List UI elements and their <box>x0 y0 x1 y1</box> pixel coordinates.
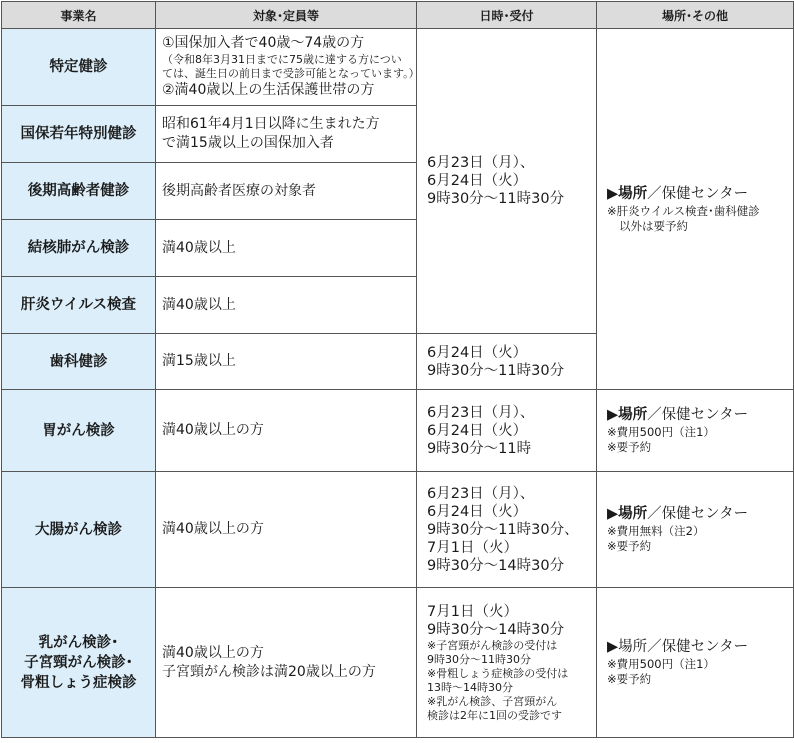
place-line <box>607 406 793 425</box>
table-row <box>2 472 794 588</box>
header-name: 事業名 <box>2 2 156 29</box>
row-target-igan: 満40歳以上の方 <box>156 390 417 472</box>
row-target-kanen: 満40歳以上 <box>156 277 417 334</box>
date-note: ※乳がん検診、子宮頸がん <box>427 694 558 708</box>
date-note: ※子宮頸がん検診の受付は <box>427 638 558 652</box>
row-target-kokuho <box>156 106 417 163</box>
place-label: ▶場所 <box>607 506 648 522</box>
target-line: 満40歳以上の方 <box>162 644 264 661</box>
place-note: ※要予約 <box>607 440 652 454</box>
header-place: 場所･その他 <box>597 2 794 29</box>
date-line: 6月24日（火） <box>427 173 528 189</box>
place-line <box>607 505 793 524</box>
date-line: 7月1日（火） <box>427 539 518 556</box>
row-place-nyugan <box>597 588 794 738</box>
date-line: 6月24日（火） <box>427 344 528 361</box>
place-label: ▶場所 <box>607 407 648 423</box>
health-checkup-table <box>1 1 794 738</box>
target-line: 昭和61年4月1日以降に生まれた方 <box>162 116 380 132</box>
row-name-tokutei: 特定健診 <box>2 29 156 106</box>
date-line: 9時30分～11時30分、 <box>427 521 579 538</box>
row-date-igan <box>417 390 597 472</box>
row-target-shika: 満15歳以上 <box>156 334 417 390</box>
date-line: 6月23日（月）、 <box>427 404 535 421</box>
date-line: 6月23日（月）、 <box>427 155 535 171</box>
row-place-daicho <box>597 472 794 588</box>
date-line: 6月23日（月）、 <box>427 485 535 502</box>
target-note: ては、誕生日の前日まで受診可能となっています。） <box>162 67 420 80</box>
date-line: 9時30分～14時30分 <box>427 621 565 638</box>
name-line: 乳がん検診･ <box>38 634 119 651</box>
header-row <box>2 2 794 29</box>
row-date-nyugan <box>417 588 597 738</box>
place-note: 以外は要予約 <box>619 218 688 233</box>
date-line: 6月24日（火） <box>427 422 528 439</box>
header-date: 日時･受付 <box>417 2 597 29</box>
date-line: 7月1日（火） <box>427 603 518 620</box>
row-name-igan: 胃がん検診 <box>2 390 156 472</box>
row-name-kanen: 肝炎ウイルス検査 <box>2 277 156 334</box>
place-note: ※費用500円（注1） <box>607 657 715 671</box>
table-row <box>2 390 794 472</box>
target-note: （令和8年3月31日までに75歳に達する方につい <box>162 53 402 66</box>
header-target: 対象･定員等 <box>156 2 417 29</box>
date-note: 13時～14時30分 <box>427 680 513 694</box>
name-line: 子宮頸がん検診･ <box>24 654 133 671</box>
target-line: ②満40歳以上の生活保護世帯の方 <box>162 82 375 98</box>
row-target-daicho: 満40歳以上の方 <box>156 472 417 588</box>
table-row <box>2 588 794 738</box>
date-note: 9時30分～11時30分 <box>427 652 531 666</box>
place-line <box>607 185 793 204</box>
row-target-kouki: 後期高齢者医療の対象者 <box>156 163 417 220</box>
row-date-daicho <box>417 472 597 588</box>
row-name-kokuho: 国保若年特別健診 <box>2 106 156 163</box>
date-note: 検診は2年に1回の受診です <box>427 708 562 722</box>
row-name-kouki: 後期高齢者健診 <box>2 163 156 220</box>
place-value: ／保健センター <box>647 407 749 423</box>
target-line: 子宮頸がん検診は満20歳以上の方 <box>162 663 376 680</box>
row-place-igan <box>597 390 794 472</box>
place-value: ／保健センター <box>647 185 749 202</box>
name-line: 骨粗しょう症検診 <box>20 674 137 691</box>
place-label: ▶場所 <box>607 185 648 202</box>
date-line: 9時30分～11時30分 <box>427 191 565 207</box>
target-line: で満15歳以上の国保加入者 <box>162 135 334 151</box>
date-line: 6月24日（火） <box>427 503 528 520</box>
row-target-nyugan <box>156 588 417 738</box>
row-date-shika <box>417 334 597 390</box>
row-name-shika: 歯科健診 <box>2 334 156 390</box>
row-name-daicho: 大腸がん検診 <box>2 472 156 588</box>
shared-place-cell <box>597 29 794 390</box>
date-line: 9時30分～14時30分 <box>427 557 565 574</box>
place-note: ※要予約 <box>607 672 652 686</box>
place-note: ※肝炎ウイルス検査･歯科健診 <box>607 203 760 218</box>
target-line: ①国保加入者で40歳～74歳の方 <box>162 35 365 51</box>
row-target-kekkaku: 満40歳以上 <box>156 220 417 277</box>
place-note: ※費用500円（注1） <box>607 425 715 439</box>
place-note: ※費用無料（注2） <box>607 524 705 538</box>
row-name-kekkaku: 結核肺がん検診 <box>2 220 156 277</box>
date-line: 9時30分～11時 <box>427 440 532 457</box>
date-note: ※骨粗しょう症検診の受付は <box>427 666 569 680</box>
shared-date-cell <box>417 29 597 334</box>
place-note: ※要予約 <box>607 539 652 553</box>
place-line: ▶場所／保健センター <box>607 639 749 655</box>
date-line: 9時30分～11時30分 <box>427 362 565 379</box>
row-target-tokutei <box>156 29 420 106</box>
place-value: ／保健センター <box>647 506 749 522</box>
row-name-nyugan <box>2 588 156 738</box>
table-row <box>2 29 794 106</box>
